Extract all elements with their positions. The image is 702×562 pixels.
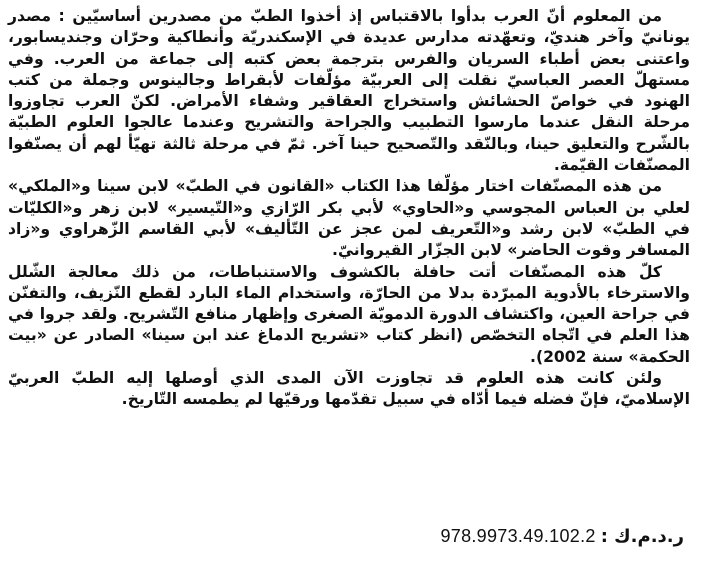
paragraph-intro: من المعلوم أنّ العرب بدأوا بالاقتباس إذ أخذوا الطبّ من مصدرين أساسيّين : مصدر يونانيّ وآخر هنديّ، وتعهّدته مدارس عديدة في الإسكندريّة وأنطاكية وحرّان وجنديسابور، واعتنى بعض أطباء السريان والفرس بترجمة بعض كتبه إلى جماعة من العرب. وفي مستهلّ العصر العباسيّ نقلت إلى العربيّة مؤلّفات لأبقراط وجالينوس وجملة من كتب الهنود في خواصّ الحشائش واستخراج العقاقير وشفاء الأمراض. لكنّ العرب تجاوزوا مرحلة النقل عندما مارسوا التطبيب والجراحة والتشريح وعندما عالجوا العلوم الطبيّة بالشّرح والتعليق حينا، وبالنّقد والتّصحيح حينا آخر. ثمّ في مرحلة ثالثة تهيّأ لهم أن يصنّفوا المصنّفات القيّمة. [8,7,690,175]
isbn-line [440,524,684,549]
paragraph-works: من هذه المصنّفات اختار مؤلّفا هذا الكتاب «القانون في الطبّ» لابن سينا و«الملكي» لعلي بن العباس المجوسي و«الحاوي» لأبي بكر الرّازي و«التّيسير» لابن زهر و«الكليّات في الطبّ» لابن رشد و«التّعريف لمن عجز عن التّأليف» لأبي القاسم الزّهراوي و«زاد المسافر وقوت الحاضر» لابن الجزّار القيروانيّ. [8,177,690,260]
isbn-number: 978.9973.49.102.2 [440,526,596,546]
paragraph-discoveries: كلّ هذه المصنّفات أتت حافلة بالكشوف والاستنباطات، من ذلك معالجة الشّلل والاسترخاء بالأدوية المبرّدة بدلا من الحارّة، واستخدام الماء البارد لقطع النّزيف، والتفنّن في جراحة العين، واكتشاف الدورة الدمويّة الصغرى وإظهار منافع التّشريح. ولقد جروا في هذا العلم في اتّجاه التخصّص (انظر كتاب «تشريح الدماغ عند ابن سينا» الصادر عن «بيت الحكمة» سنة 2002). [8,262,690,366]
body-text [8,6,690,411]
paragraph-conclusion: ولئن كانت هذه العلوم قد تجاوزت الآن المدى الذي أوصلها إليه الطبّ العربيّ الإسلاميّ، فإنّ فضله فيما أدّاه في سبيل تقدّمها ورقيّها لم يطمسه التّاريخ. [8,369,690,409]
isbn-label: ر.د.م.ك : [600,526,684,547]
